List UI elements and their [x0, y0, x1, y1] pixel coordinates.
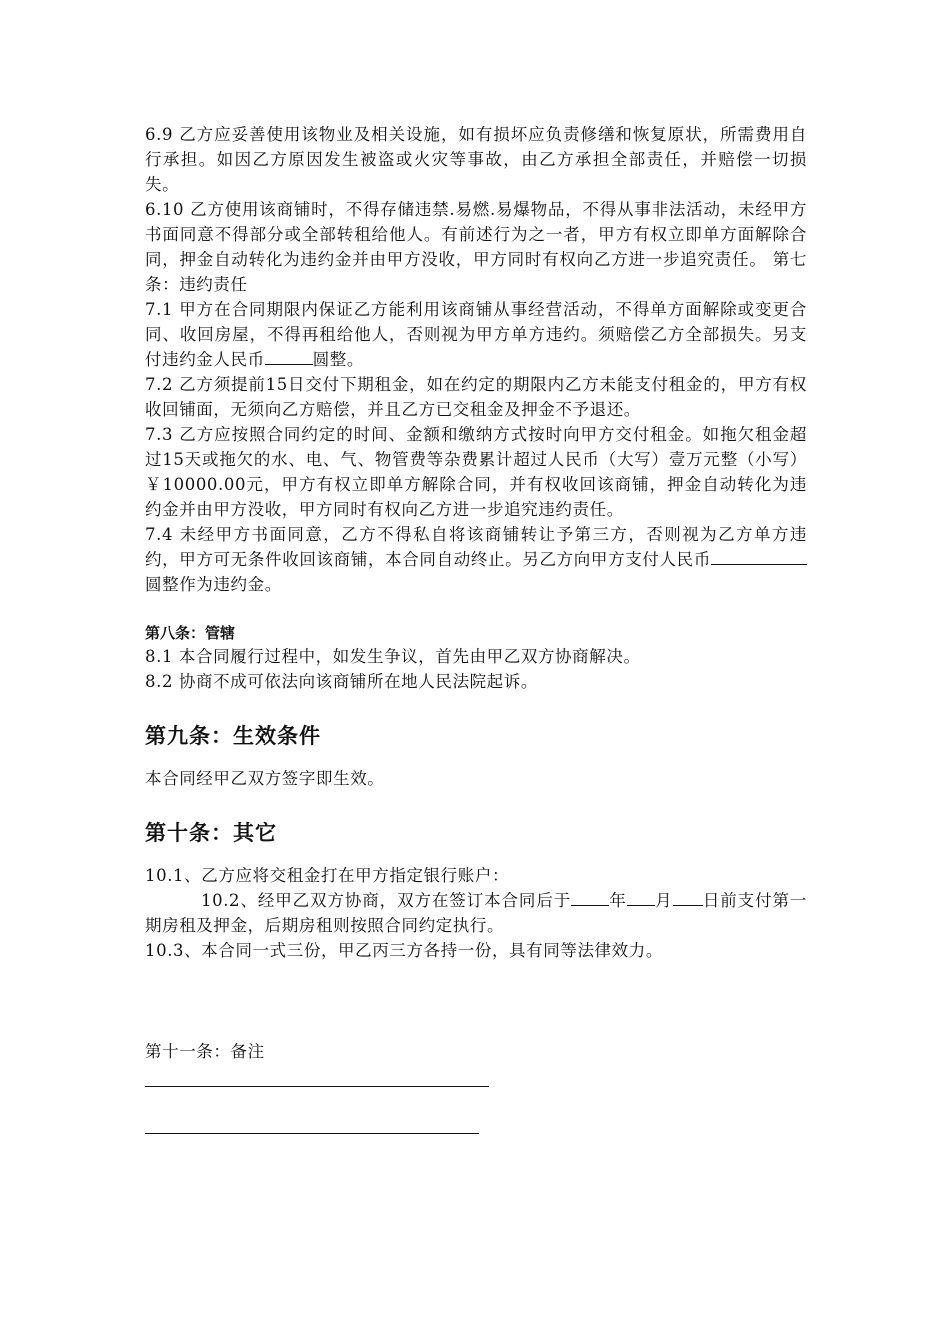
- clause-10-1: 10.1、乙方应将交租金打在甲方指定银行账户：: [145, 866, 510, 885]
- year-label: 年: [609, 891, 627, 910]
- clause-10-title: 第十条：其它: [145, 820, 277, 845]
- clause-8-1: 8.1 本合同履行过程中，如发生争议，首先由甲乙双方协商解决。: [145, 647, 641, 666]
- clause-7-4-text: 7.4 未经甲方书面同意，乙方不得私自将该商铺转让予第三方，否则视为乙方单方违约，甲方可无条件收回该商铺，本合同自动终止。另乙方向甲方支付人民币: [145, 525, 807, 569]
- clause-7-1-tail: 圆整。: [312, 350, 365, 369]
- clause-7-3: 7.3 乙方应按照合同约定的时间、金额和缴纳方式按时向甲方交付租金。如拖欠租金超过15天或拖欠的水、电、气、物管费等杂费累计超过人民币（大写）壹万元整（小写）￥10000.00元，甲方有权立即单方解除合同，并有权收回该商铺，押金自动转化为违约金并由甲方没收，甲方同时有权向乙方进一步追究违约责任。: [145, 425, 807, 519]
- clause-9-body: 本合同经甲乙双方签字即生效。: [145, 769, 385, 788]
- fill-blank-month: [627, 888, 655, 906]
- clause-11-title: 第十一条：备注: [145, 1042, 265, 1061]
- clause-7-1-text: 7.1 甲方在合同期限内保证乙方能利用该商铺从事经营活动，不得单方面解除或变更合同、收回房屋，不得再租给他人，否则视为甲方单方违约。须赔偿乙方全部损失。另支付违约金人民币: [145, 300, 807, 369]
- clause-7-2: 7.2 乙方须提前15日交付下期租金，如在约定的期限内乙方未能支付租金的，甲方有权收回铺面，无须向乙方赔偿，并且乙方已交租金及押金不予退还。: [145, 375, 807, 419]
- month-label: 月: [654, 891, 673, 910]
- fill-blank-day: [673, 888, 703, 906]
- clause-10-2: [145, 888, 807, 938]
- clause-7-4-tail: 圆整作为违约金。: [145, 575, 282, 594]
- clause-10-3: 10.3、本合同一式三份，甲乙丙三方各持一份，具有同等法律效力。: [145, 941, 663, 960]
- remarks-line: [145, 1133, 479, 1134]
- clause-7-1: [145, 297, 807, 372]
- clause-6-9: 6.9 乙方应妥善使用该物业及相关设施，如有损坏应负责修缮和恢复原状，所需费用自行承担。如因乙方原因发生被盗或火灾等事故，由乙方承担全部责任，并赔偿一切损失。: [145, 125, 807, 194]
- fill-blank: [711, 547, 807, 565]
- clause-10-2-tail: 日前支付第一期房租及押金，后期房租则按照合同约定执行。: [145, 891, 807, 935]
- document-page: [145, 122, 807, 1134]
- fill-blank: [265, 347, 313, 365]
- fill-blank-year: [571, 888, 609, 906]
- clause-9-title: 第九条：生效条件: [145, 723, 321, 748]
- clause-8-2: 8.2 协商不成可依法向该商铺所在地人民法院起诉。: [145, 672, 538, 691]
- clause-7-4: [145, 522, 807, 597]
- clause-10-2-text: 10.2、经甲乙双方协商，双方在签订本合同后于: [201, 891, 572, 910]
- clause-8-title: 第八条：管辖: [145, 624, 236, 642]
- clause-6-10: 6.10 乙方使用该商铺时，不得存储违禁.易燃.易爆物品，不得从事非法活动，未经甲方书面同意不得部分或全部转租给他人。有前述行为之一者，甲方有权立即单方面解除合同，押金自动转化为违约金并由甲方没收，甲方同时有权向乙方进一步追究责任。 第七条：违约责任: [145, 200, 807, 294]
